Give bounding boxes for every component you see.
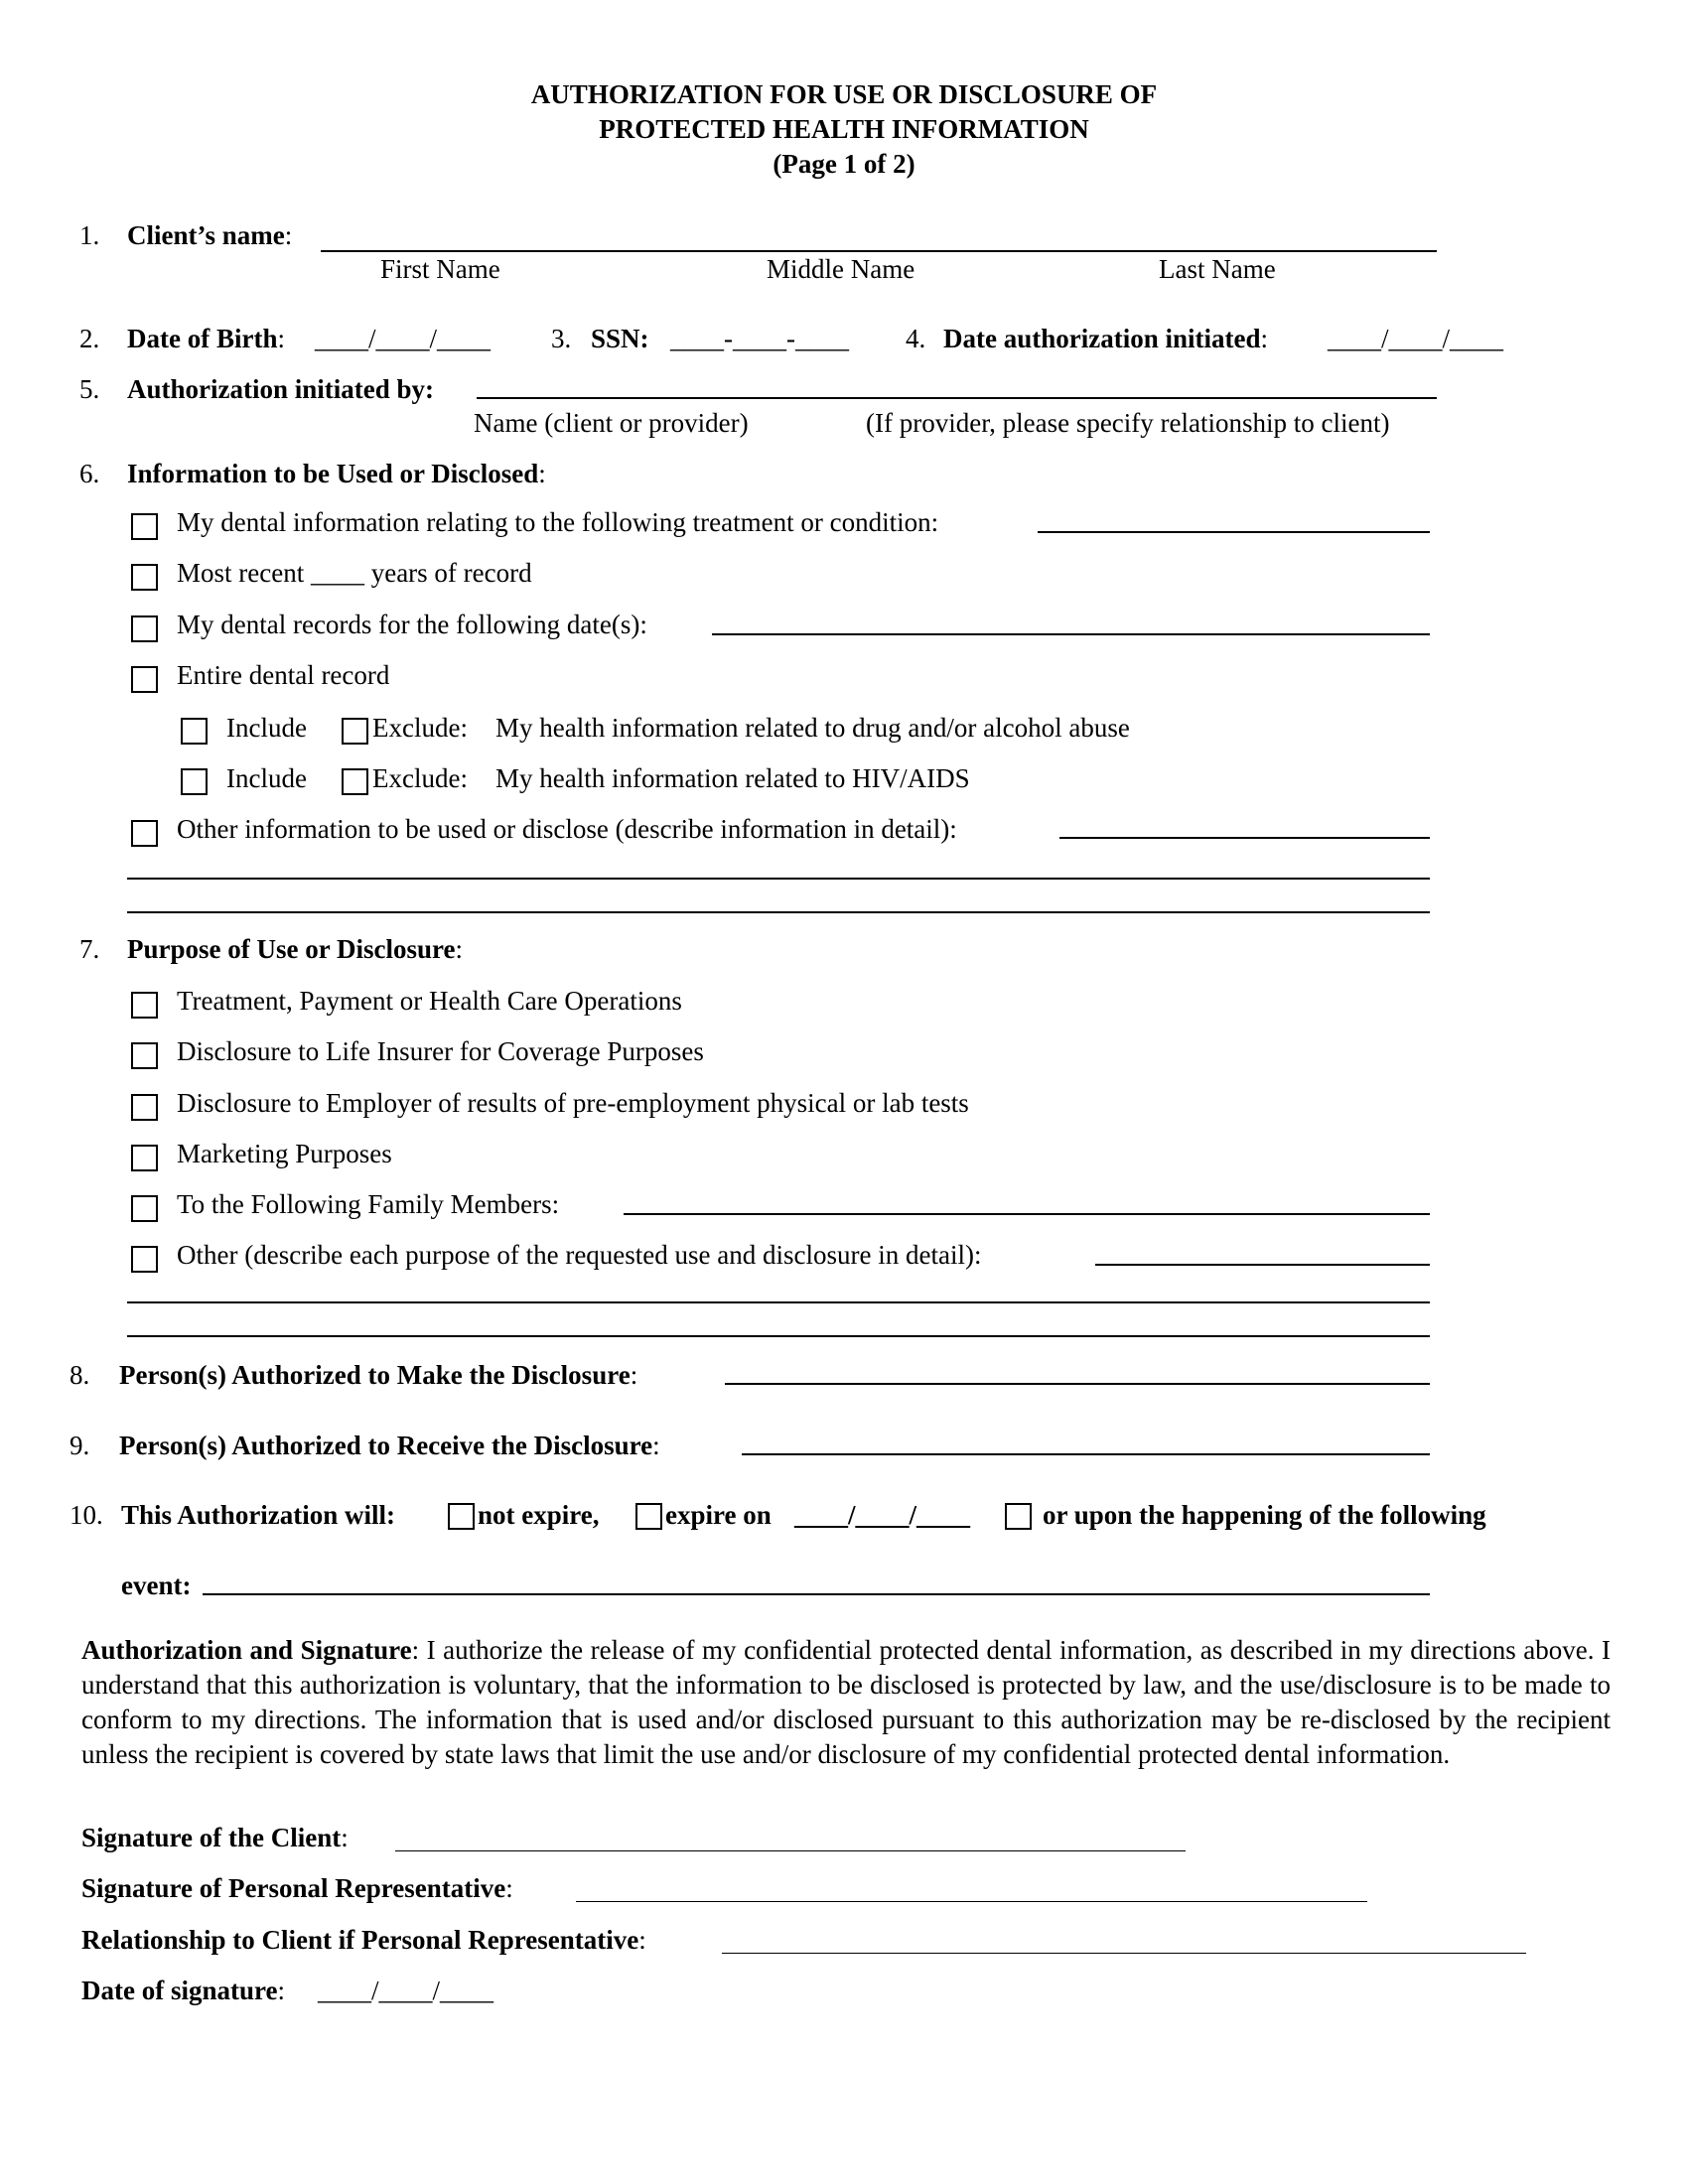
label-text: Client’s name [127, 220, 285, 250]
event-field[interactable] [203, 1593, 1430, 1595]
item-number: 1. [79, 220, 100, 250]
family-members-field[interactable] [624, 1213, 1430, 1215]
client-signature-label [81, 1822, 349, 1853]
treatment-payment-checkbox[interactable] [131, 992, 158, 1019]
label-text: Signature of the Client [81, 1823, 342, 1852]
label-text: Person(s) Authorized to Make the Disclosure [119, 1360, 631, 1390]
relationship-field[interactable] [722, 1953, 1526, 1954]
clients-name-field[interactable] [321, 246, 1437, 252]
label-colon: : [455, 934, 463, 964]
form-title-line-2: PROTECTED HEALTH INFORMATION [599, 114, 1089, 144]
other-purpose-line-2[interactable] [127, 1301, 1430, 1303]
drug-alcohol-include-checkbox[interactable] [181, 718, 208, 745]
label-text: Person(s) Authorized to Receive the Disclosure [119, 1431, 653, 1460]
other-purpose-option: Other (describe each purpose of the requested use and disclosure in detail): [177, 1240, 982, 1270]
not-expire-option: not expire, [478, 1500, 600, 1530]
authorization-initiated-by-label: Authorization initiated by: [127, 374, 435, 404]
middle-name-sublabel: Middle Name [767, 254, 915, 284]
relationship-label [81, 1924, 646, 1956]
last-name-sublabel: Last Name [1159, 254, 1276, 284]
other-purpose-line-3[interactable] [127, 1335, 1430, 1337]
item-number: 8. [70, 1360, 90, 1390]
item-number: 4. [906, 324, 926, 353]
exclude-label: Exclude: [372, 713, 468, 743]
hiv-aids-text: My health information related to HIV/AIDS [495, 763, 970, 793]
life-insurer-option: Disclosure to Life Insurer for Coverage Purposes [177, 1036, 704, 1066]
page-indicator: (Page 1 of 2) [773, 149, 915, 179]
date-of-birth-label [127, 323, 285, 354]
treatment-condition-checkbox[interactable] [131, 513, 158, 540]
authorization-statement [81, 1633, 1611, 1772]
form-title-line-1: AUTHORIZATION FOR USE OR DISCLOSURE OF [530, 79, 1158, 109]
treatment-condition-option: My dental information relating to the following treatment or condition: [177, 507, 939, 537]
other-information-checkbox[interactable] [131, 820, 158, 847]
authorized-to-receive-label [119, 1430, 660, 1461]
date-authorization-initiated-field[interactable]: ____/____/____ [1328, 324, 1504, 353]
other-information-line-2[interactable] [127, 878, 1430, 880]
life-insurer-checkbox[interactable] [131, 1042, 158, 1069]
authorization-heading: Authorization and Signature [81, 1635, 412, 1665]
other-information-option: Other information to be used or disclose (describe information in detail): [177, 814, 957, 844]
information-disclosed-heading [127, 458, 546, 489]
authorized-to-receive-field[interactable] [742, 1453, 1430, 1455]
upon-event-option: or upon the happening of the following [1043, 1500, 1486, 1530]
label-text: Purpose of Use or Disclosure [127, 934, 456, 964]
first-name-sublabel: First Name [380, 254, 500, 284]
other-purpose-field[interactable] [1095, 1264, 1430, 1266]
label-colon: : [284, 220, 293, 250]
label-text: Information to be Used or Disclosed [127, 459, 539, 488]
label-colon: : [277, 324, 285, 353]
item-number: 10. [70, 1500, 103, 1530]
marketing-checkbox[interactable] [131, 1145, 158, 1171]
authorization-initiated-by-field[interactable] [477, 397, 1437, 399]
family-members-checkbox[interactable] [131, 1195, 158, 1222]
date-of-birth-field[interactable]: ____/____/____ [315, 324, 492, 353]
label-colon: : [538, 459, 546, 488]
label-text: Signature of Personal Representative [81, 1873, 506, 1903]
drug-alcohol-exclude-checkbox[interactable] [342, 718, 368, 745]
label-colon: : [638, 1925, 646, 1955]
treatment-payment-option: Treatment, Payment or Health Care Operations [177, 986, 682, 1016]
item-number: 3. [551, 324, 572, 353]
date-of-signature-field[interactable]: ____/____/____ [318, 1976, 494, 2005]
entire-record-checkbox[interactable] [131, 666, 158, 693]
label-text: Date of signature [81, 1976, 278, 2005]
provider-relationship-sublabel: (If provider, please specify relationship to client) [866, 408, 1390, 438]
event-label: event: [121, 1570, 192, 1600]
exclude-label: Exclude: [372, 763, 468, 793]
label-colon: : [341, 1823, 349, 1852]
date-authorization-initiated-label [943, 323, 1268, 354]
label-colon: : [277, 1976, 285, 2005]
authorized-to-make-label [119, 1359, 637, 1391]
clients-name-label [127, 219, 292, 251]
item-number: 7. [79, 934, 100, 964]
label-colon: : [630, 1360, 638, 1390]
other-information-field[interactable] [1059, 837, 1430, 839]
other-purpose-checkbox[interactable] [131, 1246, 158, 1273]
label-colon: : [505, 1873, 513, 1903]
authorization-body: : I authorize the release of my confidential protected dental information, as described in my directions above. I understand that this authorization is voluntary, that the information to be disclosed is protected by law, and the use/disclosure is to be made to conform to my directions. The information that is used and/or disclosed pursuant to this authorization may be re-disclosed by the recipient unless the recipient is covered by state laws that limit the use and/or disclosure of my confidential protected dental information. [81, 1635, 1611, 1769]
name-client-or-provider-sublabel: Name (client or provider) [474, 408, 749, 438]
marketing-option: Marketing Purposes [177, 1139, 392, 1168]
label-text: Date of Birth [127, 324, 278, 353]
ssn-label: SSN: [591, 324, 649, 353]
records-dates-option: My dental records for the following date(s): [177, 610, 647, 639]
item-number: 5. [79, 374, 100, 404]
hiv-aids-exclude-checkbox[interactable] [342, 768, 368, 795]
records-dates-field[interactable] [712, 633, 1430, 635]
item-number: 9. [70, 1431, 90, 1460]
representative-signature-field[interactable] [576, 1901, 1367, 1902]
label-text: Relationship to Client if Personal Representative [81, 1925, 639, 1955]
include-label: Include [226, 763, 307, 793]
upon-event-checkbox[interactable] [1005, 1503, 1032, 1530]
entire-record-option: Entire dental record [177, 660, 390, 690]
expire-date-field[interactable]: ____/____/____ [794, 1500, 971, 1530]
most-recent-years-option: Most recent ____ years of record [177, 558, 532, 588]
not-expire-checkbox[interactable] [448, 1503, 475, 1530]
label-colon: : [1260, 324, 1268, 353]
authorization-will-label: This Authorization will: [121, 1500, 396, 1530]
most-recent-years-checkbox[interactable] [131, 564, 158, 591]
date-of-signature-label [81, 1975, 285, 2006]
purpose-heading [127, 933, 463, 965]
label-colon: : [652, 1431, 660, 1460]
expire-on-option: expire on [665, 1500, 772, 1530]
item-number: 6. [79, 459, 100, 488]
label-text: Date authorization initiated [943, 324, 1261, 353]
hiv-aids-include-checkbox[interactable] [181, 768, 208, 795]
employer-checkbox[interactable] [131, 1094, 158, 1121]
include-label: Include [226, 713, 307, 743]
representative-signature-label [81, 1872, 513, 1904]
employer-option: Disclosure to Employer of results of pre-employment physical or lab tests [177, 1088, 969, 1118]
other-information-line-3[interactable] [127, 911, 1430, 913]
ssn-field[interactable]: ____-____-____ [670, 324, 849, 353]
item-number: 2. [79, 324, 100, 353]
family-members-option: To the Following Family Members: [177, 1189, 560, 1219]
treatment-condition-field[interactable] [1038, 531, 1430, 533]
records-dates-checkbox[interactable] [131, 615, 158, 642]
expire-on-checkbox[interactable] [635, 1503, 662, 1530]
client-signature-field[interactable] [395, 1850, 1186, 1851]
drug-alcohol-text: My health information related to drug and/or alcohol abuse [495, 713, 1130, 743]
authorized-to-make-field[interactable] [725, 1383, 1430, 1385]
